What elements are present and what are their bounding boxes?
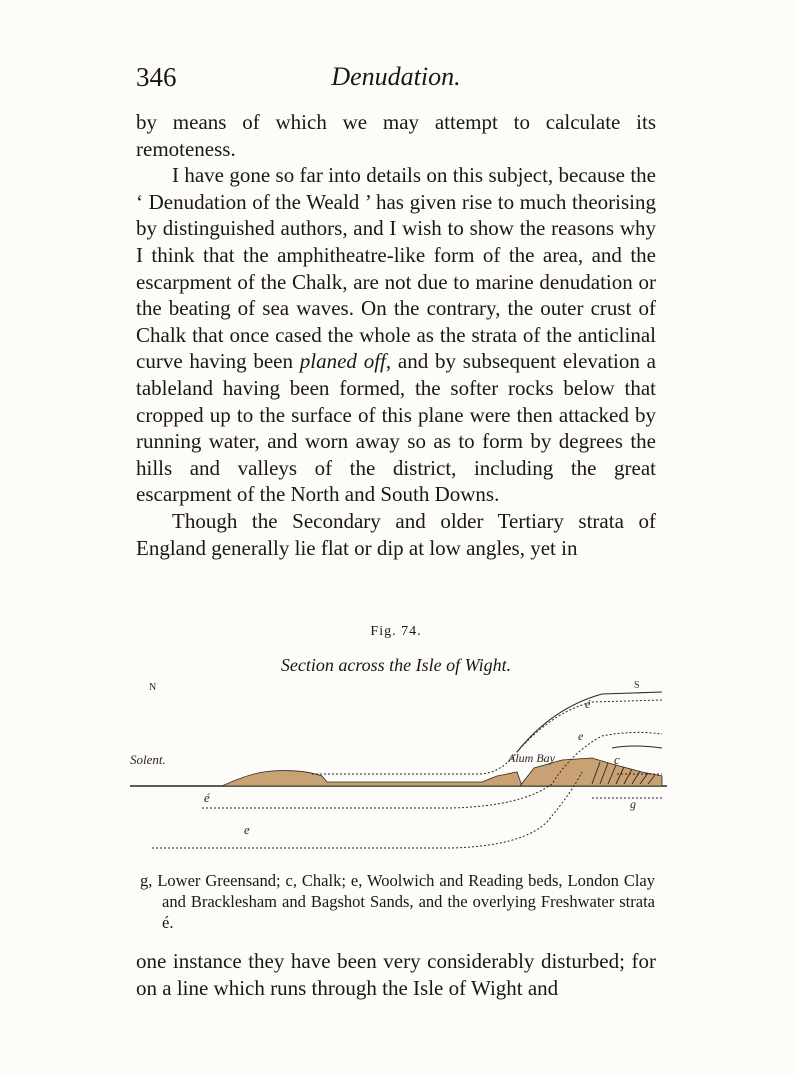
legend-text: g, Lower Greensand; c, Chalk; e, Woolwich and Reading beds, London Clay and Bracklesham and Bagshot Sands, and the overlying Freshwater strata é.	[140, 871, 655, 932]
paragraph-3: Though the Secondary and older Tertiary strata of England generally lie flat or dip at low angles, yet in	[136, 508, 656, 560]
planed-off-phrase: planed off	[299, 349, 386, 374]
paragraph-4: one instance they have been very considerably disturbed; for on a line which runs through the Isle of Wight and	[136, 949, 656, 1000]
label-e-acute-top: é	[585, 697, 591, 711]
label-alum-bay: Alum Bay	[508, 751, 555, 765]
tertiary-outcrop-left	[222, 771, 522, 786]
label-e-lower: e	[244, 822, 250, 837]
label-south: S	[634, 680, 640, 691]
label-e-upper: e	[578, 729, 584, 743]
text-block-bottom	[136, 948, 656, 1001]
paragraph-2-part-2: , and by subsequent elevation a tableland having been formed, the softer rocks below that cropped up to the surface of this plane were then attacked by running water, and worn away so as to form by degrees the hills and valleys of the district, including the great escarpment of the North and South Downs.	[136, 349, 656, 507]
paragraph-1: by means of which we may attempt to calculate its remoteness.	[136, 110, 656, 161]
figure-legend	[140, 870, 655, 933]
figure-caption: Section across the Isle of Wight.	[280, 655, 512, 675]
paragraph-2-part-1: I have gone so far into details on this subject, because the ‘ Denudation of the Weald ’ has given rise to much theorising by distinguished authors, and I wish to show the reasons why I think that the amphitheatre-like form of the area, and the escarpment of the Chalk, are not due to marine denudation or the beating of sea waves. On the contrary, the outer crust of Chalk that once cased the whole as the strata of the anticlinal curve having been	[136, 163, 656, 374]
label-e-acute-left: é	[204, 790, 210, 805]
text-block-top	[136, 109, 656, 561]
label-g: g	[630, 797, 636, 811]
isle-of-wight-section-diagram	[122, 672, 667, 857]
figure-label: Fig. 74.	[370, 624, 422, 639]
running-title: Denudation.	[331, 62, 461, 91]
label-north: N	[149, 682, 157, 693]
label-solent: Solent.	[130, 752, 166, 767]
page-header	[136, 62, 656, 102]
label-c: c	[614, 752, 620, 767]
paragraph-2	[136, 162, 656, 508]
stratum-line-right-solid	[612, 746, 662, 748]
page-number: 346	[136, 62, 177, 92]
